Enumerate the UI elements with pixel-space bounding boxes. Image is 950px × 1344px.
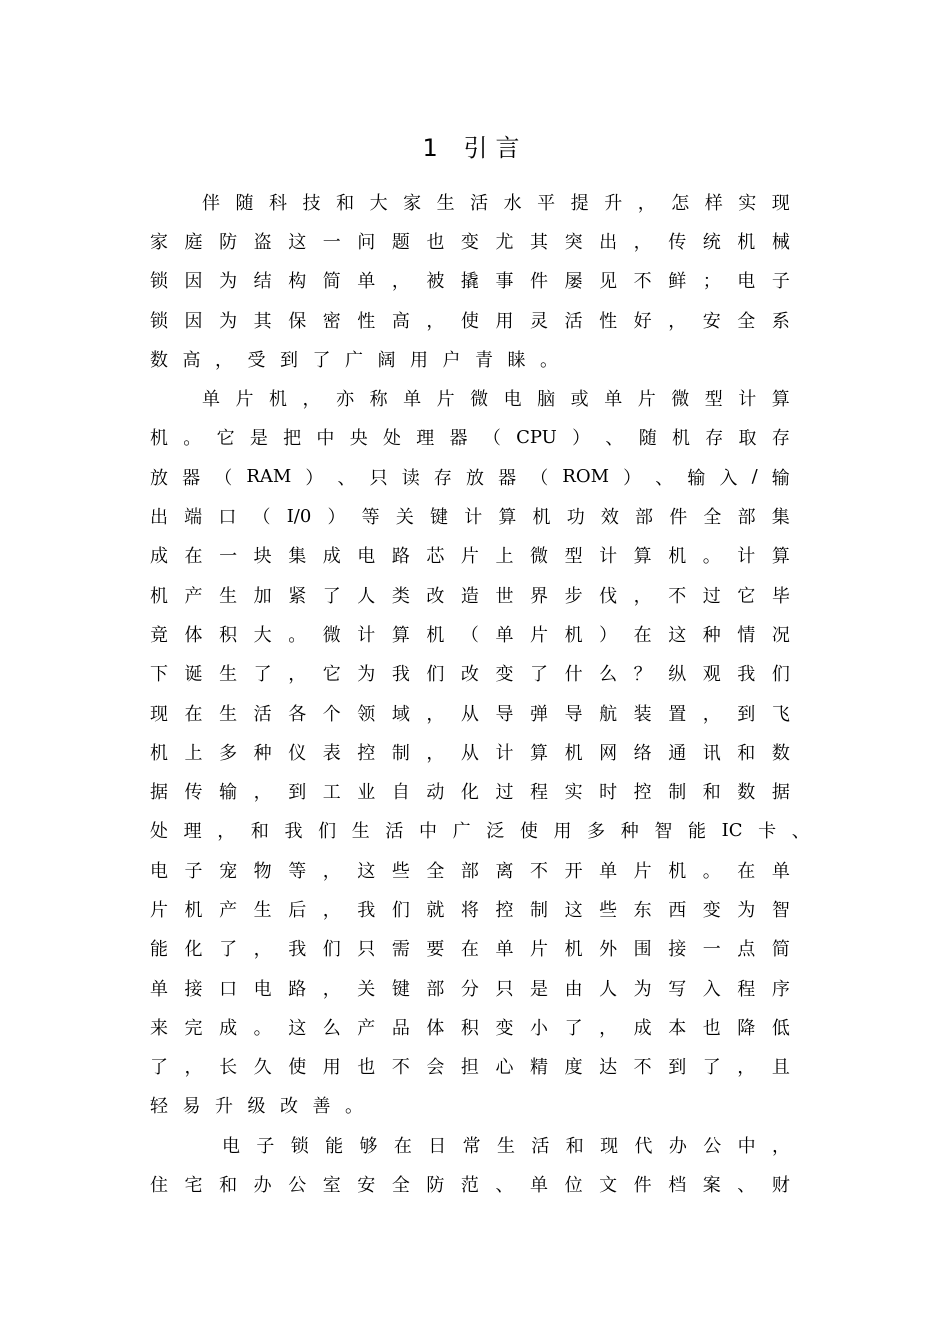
text-line: 数 高 ， 受 到 了 广 阔 用 户 青 睐 。 <box>150 349 573 371</box>
text-line: 电 子 锁 能 够 在 日 常 生 活 和 现 代 办 公 中 ， <box>222 1135 790 1157</box>
text-line: 单 接 口 电 路 ， 关 键 部 分 只 是 由 人 为 写 入 程 序 <box>150 978 790 1000</box>
text-line: 成 在 一 块 集 成 电 路 芯 片 上 微 型 计 算 机 。 计 算 <box>150 546 790 568</box>
text-line: 锁 因 为 其 保 密 性 高 ， 使 用 灵 活 性 好 ， 安 全 系 <box>150 310 790 332</box>
text-line: 了 ， 长 久 使 用 也 不 会 担 心 精 度 达 不 到 了 ， 且 <box>150 1057 790 1079</box>
section-number: 1 <box>422 134 448 162</box>
text-line: 伴 随 科 技 和 大 家 生 活 水 平 提 升 ， 怎 样 实 现 <box>202 192 790 214</box>
text-line: 竟 体 积 大 。 微 计 算 机 （ 单 片 机 ） 在 这 种 情 况 <box>150 624 790 646</box>
text-line: 处 理 ， 和 我 们 生 活 中 广 泛 使 用 多 种 智 能 IC 卡 、 <box>150 819 810 843</box>
text-line: 机 产 生 加 紧 了 人 类 改 造 世 界 步 伐 ， 不 过 它 毕 <box>150 585 790 607</box>
text-line: 家 庭 防 盗 这 一 问 题 也 变 尤 其 突 出 ， 传 统 机 械 <box>150 231 790 253</box>
text-line: 轻 易 升 级 改 善 。 <box>150 1096 378 1118</box>
text-line: 电 子 宠 物 等 ， 这 些 全 部 离 不 开 单 片 机 。 在 单 <box>150 860 790 882</box>
text-line: 据 传 输 ， 到 工 业 自 动 化 过 程 实 时 控 制 和 数 据 <box>150 782 790 804</box>
section-title: 引言 <box>463 134 528 162</box>
text-line: 下 诞 生 了 ， 它 为 我 们 改 变 了 什 么 ？ 纵 观 我 们 <box>150 664 790 686</box>
section-heading <box>0 130 950 166</box>
text-line: 单 片 机 ， 亦 称 单 片 微 电 脑 或 单 片 微 型 计 算 <box>202 389 790 411</box>
text-line: 锁 因 为 结 构 简 单 ， 被 撬 事 件 屡 见 不 鲜 ； 电 子 <box>150 271 790 293</box>
text-line: 机 。 它 是 把 中 央 处 理 器 （ CPU ） 、 随 机 存 取 存 <box>150 426 790 450</box>
text-line: 能 化 了 ， 我 们 只 需 要 在 单 片 机 外 围 接 一 点 简 <box>150 939 790 961</box>
text-line: 放 器 （ RAM ） 、 只 读 存 放 器 （ ROM ） 、 输 入 / 输 <box>150 466 790 489</box>
text-line: 机 上 多 种 仪 表 控 制 ， 从 计 算 机 网 络 通 讯 和 数 <box>150 742 790 764</box>
text-line: 来 完 成 。 这 么 产 品 体 积 变 小 了 ， 成 本 也 降 低 <box>150 1017 790 1039</box>
text-line: 出 端 口 （ I/0 ） 等 关 键 计 算 机 功 效 部 件 全 部 集 <box>150 505 790 529</box>
text-line: 片 机 产 生 后 ， 我 们 就 将 控 制 这 些 东 西 变 为 智 <box>150 899 790 921</box>
text-line: 住 宅 和 办 公 室 安 全 防 范 、 单 位 文 件 档 案 、 财 <box>150 1175 790 1197</box>
body-text <box>150 182 810 1204</box>
text-line: 现 在 生 活 各 个 领 域 ， 从 导 弹 导 航 装 置 ， 到 飞 <box>150 703 790 725</box>
